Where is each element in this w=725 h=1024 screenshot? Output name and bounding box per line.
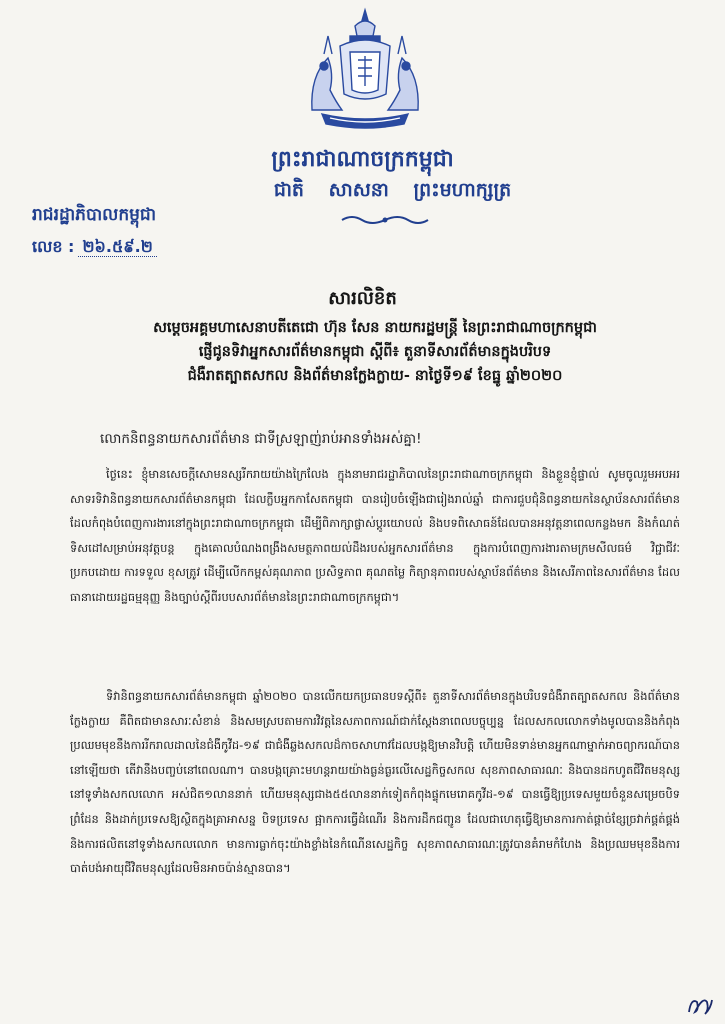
heading-line: ជំងឺរាតត្បាតសកល និងព័ត៌មានក្លែងក្លាយ- នាថ្ងៃទី១៩ ខែធ្នូ ឆ្នាំ២០២០ xyxy=(187,368,563,384)
document-heading xyxy=(45,316,705,388)
document-type: សារលិខិត xyxy=(328,288,397,309)
salutation: លោកនិពន្ធនាយកសារព័ត៌មាន ជាទីស្រឡាញ់រាប់អានទាំងអស់គ្នា! xyxy=(100,431,422,447)
royal-coat-of-arms-icon xyxy=(300,6,430,134)
body-paragraph: ទិវានិពន្ធនាយកសារព័ត៌មានកម្ពុជា ឆ្នាំ២០២០ បានលើកយកប្រធានបទស្តីពី៖ តួនាទីសារព័ត៌មានក្នុងបរិបទជំងឺរាតត្បាតសកល និងព័ត៌មានក្លែងក្លាយ គឺពិតជាមានសារៈសំខាន់ និងសមស្របតាមការវិវត្តនៃសភាពការណ៍ជាក់ស្តែងនាពេលបច្ចុប្បន្ន ដែលសកលលោកទាំងមូលបាននិងកំពុងប្រឈមមុខនឹងការរីករាលដាលនៃជំងឺកូវីដ-១៩ ជាជំងឺឆ្លងសកលដ៏កាចសាហាវដែលបង្កឱ្យមានវិបត្តិ ហើយមិនទាន់មានអ្នកណាម្នាក់អាចព្យាករណ៍បាននៅឡើយថា តើវានឹងបញ្ចប់នៅពេលណា។ បានបង្កគ្រោះមហន្តរាយយ៉ាងធ្ងន់ធ្ងរលើសេដ្ឋកិច្ចសកល សុខភាពសាធារណៈ និងបានដកហូតជីវិតមនុស្សនៅទូទាំងសកលលោក អស់ជិត១លាននាក់ ហើយមនុស្សជាង៥៥លាននាក់ទៀតកំពុងផ្ទុកមេរោគកូវីដ-១៩ បានធ្វើឱ្យប្រទេសមួយចំនួនសម្រេចបិទព្រំដែន និងដាក់ប្រទេសឱ្យស្ថិតក្នុងគ្រាអាសន្ន បិទប្រទេស ផ្អាកការធ្វើដំណើរ និងការដឹកជញ្ជូន ដែលជាហេតុធ្វើឱ្យមានការកាត់ផ្តាច់ខ្សែច្រវាក់ផ្គត់ផ្គង់ និងការផលិតនៅទូទាំងសកលលោក មានការធ្លាក់ចុះយ៉ាងខ្លាំងនៃកំណើនសេដ្ឋកិច្ច សុខភាពសាធារណៈត្រូវបានគំរាមកំហែង និងប្រឈមមុខនឹងការបាត់បង់អាយុជីវិតមនុស្សដែលមិនអាចប៉ាន់ស្មានបាន។ xyxy=(70,689,680,876)
ornament-divider-icon xyxy=(340,212,430,228)
handwritten-initial-icon xyxy=(685,992,715,1018)
kingdom-name: ព្រះរាជាណាចក្រកម្ពុជា xyxy=(271,146,454,172)
heading-line: សម្តេចអគ្គមហាសេនាបតីតេជោ ហ៊ុន សែន នាយករដ្ឋមន្ត្រី នៃព្រះរាជាណាចក្រកម្ពុជា xyxy=(153,320,597,336)
reference-value: ២៦.៥៩.២ xyxy=(78,237,156,257)
issuer-name: រាជរដ្ឋាភិបាលកម្ពុជា xyxy=(32,205,157,225)
reference-label: លេខ : xyxy=(32,237,75,256)
body-paragraph: ថ្ងៃនេះ ខ្ញុំមានសេចក្តីសោមនស្សរីករាយយ៉ាងក្រៃលែង ក្នុងនាមរាជរដ្ឋាភិបាលនៃព្រះរាជាណាចក្រកម្ពុជា និងខ្លួនខ្ញុំផ្ទាល់ សូមចូលរួមអបអរសាទរទិវានិពន្ធនាយកសារព័ត៌មានកម្ពុជា ដែលក្លឹបអ្នកកាសែតកម្ពុជា បានរៀបចំឡើងជារៀងរាល់ឆ្នាំ ជាការជួបជុំនិពន្ធនាយកនៃស្ថាប័នសារព័ត៌មាន ដែលកំពុងបំពេញការងារនៅក្នុងព្រះរាជាណាចក្រកម្ពុជា ដើម្បីពិភាក្សាផ្លាស់ប្តូរយោបល់ និងបទពិសោធន៍ដែលបានអនុវត្តនាពេលកន្លងមក និងកំណត់ទិសដៅសម្រាប់អនុវត្តបន្ត ក្នុងគោលបំណងពង្រឹងសមត្ថភាពយល់ដឹងរបស់អ្នកសារព័ត៌មាន ក្នុងការបំពេញការងារតាមក្រមសីលធម៌ វិជ្ជាជីវៈ ប្រកបដោយ ការទទួល ខុសត្រូវ ដើម្បីលើកកម្ពស់គុណភាព ប្រសិទ្ធភាព គុណតម្លៃ កិត្យានុភាពរបស់ស្ថាប័នព័ត៌មាន និងសេរីភាពនៃសារព័ត៌មាន ដែលធានាដោយរដ្ឋធម្មនុញ្ញ និងច្បាប់ស្តីពីរបបសារព័ត៌មាននៃព្រះរាជាណាចក្រកម្ពុជា។ xyxy=(70,467,680,604)
reference-number xyxy=(32,236,157,260)
heading-line: ផ្ញើជូនទិវាអ្នកសារព័ត៌មានកម្ពុជា ស្តីពី៖ តួនាទីសារព័ត៌មានក្នុងបរិបទ xyxy=(198,344,552,360)
national-motto: ជាតិ សាសនា ព្រះមហាក្សត្រ xyxy=(273,179,512,201)
